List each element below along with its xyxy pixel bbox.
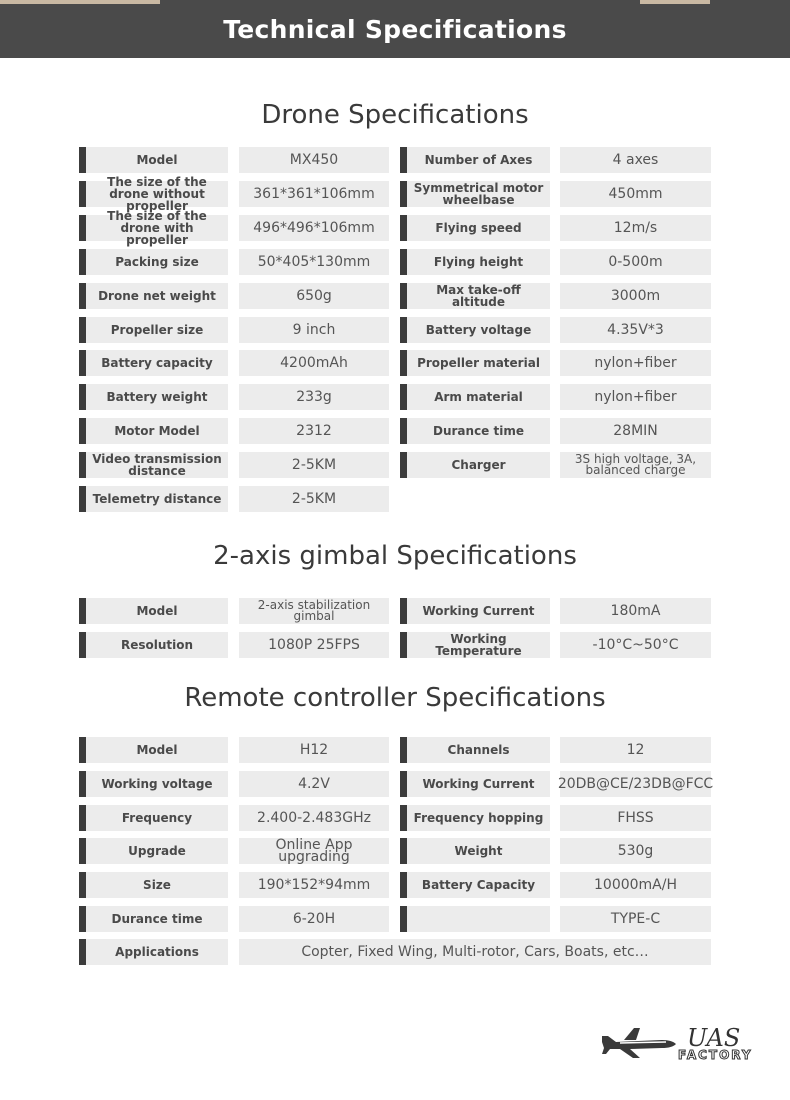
spec-label: Durance time (79, 906, 228, 932)
spec-value: 233g (239, 384, 389, 410)
spec-value: 4 axes (560, 147, 711, 173)
spec-label (400, 906, 550, 932)
drone-aircraft-icon (600, 1022, 680, 1062)
spec-value: TYPE-C (560, 906, 711, 932)
banner-photo-strip (0, 0, 160, 4)
spec-value: 190*152*94mm (239, 872, 389, 898)
spec-value: 0-500m (560, 249, 711, 275)
spec-label: Drone net weight (79, 283, 228, 309)
spec-value: MX450 (239, 147, 389, 173)
spec-label: Flying height (400, 249, 550, 275)
spec-row (0, 174, 790, 213)
spec-label: Applications (79, 939, 228, 965)
spec-value: 1080P 25FPS (239, 632, 389, 658)
spec-label: Packing size (79, 249, 228, 275)
spec-label: Battery voltage (400, 317, 550, 343)
spec-value: 4200mAh (239, 350, 389, 376)
spec-row (0, 452, 790, 478)
spec-label: Model (79, 598, 228, 624)
spec-value: 650g (239, 283, 389, 309)
spec-value: 496*496*106mm (239, 215, 389, 241)
spec-row (0, 632, 790, 658)
spec-label: Charger (400, 452, 550, 478)
spec-label: The size of the drone with propeller (79, 215, 228, 241)
spec-value: 3000m (560, 283, 711, 309)
spec-value: nylon+fiber (560, 384, 711, 410)
header-banner (0, 0, 790, 58)
spec-row (0, 771, 790, 797)
spec-label: Working Current (400, 771, 550, 797)
spec-label: Propeller size (79, 317, 228, 343)
spec-label: The size of the drone without propeller (79, 181, 228, 207)
spec-label: Symmetrical motor wheelbase (400, 181, 550, 207)
spec-value: 450mm (560, 181, 711, 207)
spec-value: 20DB@CE/23DB@FCC (560, 771, 711, 797)
spec-row (0, 906, 790, 932)
spec-value: 6-20H (239, 906, 389, 932)
spec-label: Working voltage (79, 771, 228, 797)
spec-row (0, 317, 790, 343)
spec-value: H12 (239, 737, 389, 763)
page-title: Technical Specifications (223, 14, 567, 44)
spec-label: Telemetry distance (79, 486, 228, 512)
spec-label: Battery capacity (79, 350, 228, 376)
spec-label: Weight (400, 838, 550, 864)
spec-value: -10°C~50°C (560, 632, 711, 658)
spec-row (0, 418, 790, 444)
spec-label: Working Temperature (400, 632, 550, 658)
spec-value: 180mA (560, 598, 711, 624)
spec-value: 4.2V (239, 771, 389, 797)
spec-value: 28MIN (560, 418, 711, 444)
spec-value: Copter, Fixed Wing, Multi-rotor, Cars, Boats, etc… (239, 939, 711, 965)
brand-logo (600, 1020, 760, 1070)
spec-value: 2-axis stabilization gimbal (239, 598, 389, 624)
spec-value: 10000mA/H (560, 872, 711, 898)
spec-label: Frequency hopping (400, 805, 550, 831)
spec-label: Frequency (79, 805, 228, 831)
spec-label: Model (79, 737, 228, 763)
spec-row (0, 805, 790, 831)
logo-script-text: UAS (687, 1024, 741, 1052)
spec-label: Resolution (79, 632, 228, 658)
spec-label: Channels (400, 737, 550, 763)
spec-label: Number of Axes (400, 147, 550, 173)
spec-row (0, 283, 790, 309)
spec-label: Model (79, 147, 228, 173)
spec-value: 4.35V*3 (560, 317, 711, 343)
spec-row (0, 598, 790, 624)
spec-value: 361*361*106mm (239, 181, 389, 207)
spec-row (0, 737, 790, 763)
spec-value: 12m/s (560, 215, 711, 241)
spec-label: Size (79, 872, 228, 898)
spec-label: Propeller material (400, 350, 550, 376)
spec-row (0, 249, 790, 275)
spec-label: Battery Capacity (400, 872, 550, 898)
spec-label: Arm material (400, 384, 550, 410)
gimbal-specs-title: 2-axis gimbal Specifications (213, 541, 577, 571)
spec-label: Upgrade (79, 838, 228, 864)
spec-value: 2.400-2.483GHz (239, 805, 389, 831)
spec-label: Durance time (400, 418, 550, 444)
spec-label: Video transmission distance (79, 452, 228, 478)
spec-value: 3S high voltage, 3A, balanced charge (560, 452, 711, 478)
spec-value: FHSS (560, 805, 711, 831)
spec-label: Battery weight (79, 384, 228, 410)
spec-row (0, 384, 790, 410)
spec-row (0, 486, 790, 512)
spec-value: 9 inch (239, 317, 389, 343)
spec-value: Online App upgrading (239, 838, 389, 864)
spec-value: 2-5KM (239, 486, 389, 512)
remote-specs-title: Remote controller Specifications (184, 683, 606, 713)
spec-row (0, 838, 790, 864)
spec-row (0, 147, 790, 173)
drone-specs-title: Drone Specifications (261, 100, 529, 130)
spec-value: 50*405*130mm (239, 249, 389, 275)
spec-row (0, 208, 790, 247)
spec-value: nylon+fiber (560, 350, 711, 376)
spec-label: Motor Model (79, 418, 228, 444)
spec-row (0, 350, 790, 376)
spec-value: 2312 (239, 418, 389, 444)
banner-photo-strip (640, 0, 710, 4)
logo-factory-text: FACTORY (678, 1048, 753, 1062)
spec-label: Flying speed (400, 215, 550, 241)
spec-value: 530g (560, 838, 711, 864)
spec-label: Max take-off altitude (400, 283, 550, 309)
spec-row-applications (0, 939, 790, 965)
spec-value: 2-5KM (239, 452, 389, 478)
spec-row (0, 872, 790, 898)
spec-label: Working Current (400, 598, 550, 624)
spec-value: 12 (560, 737, 711, 763)
